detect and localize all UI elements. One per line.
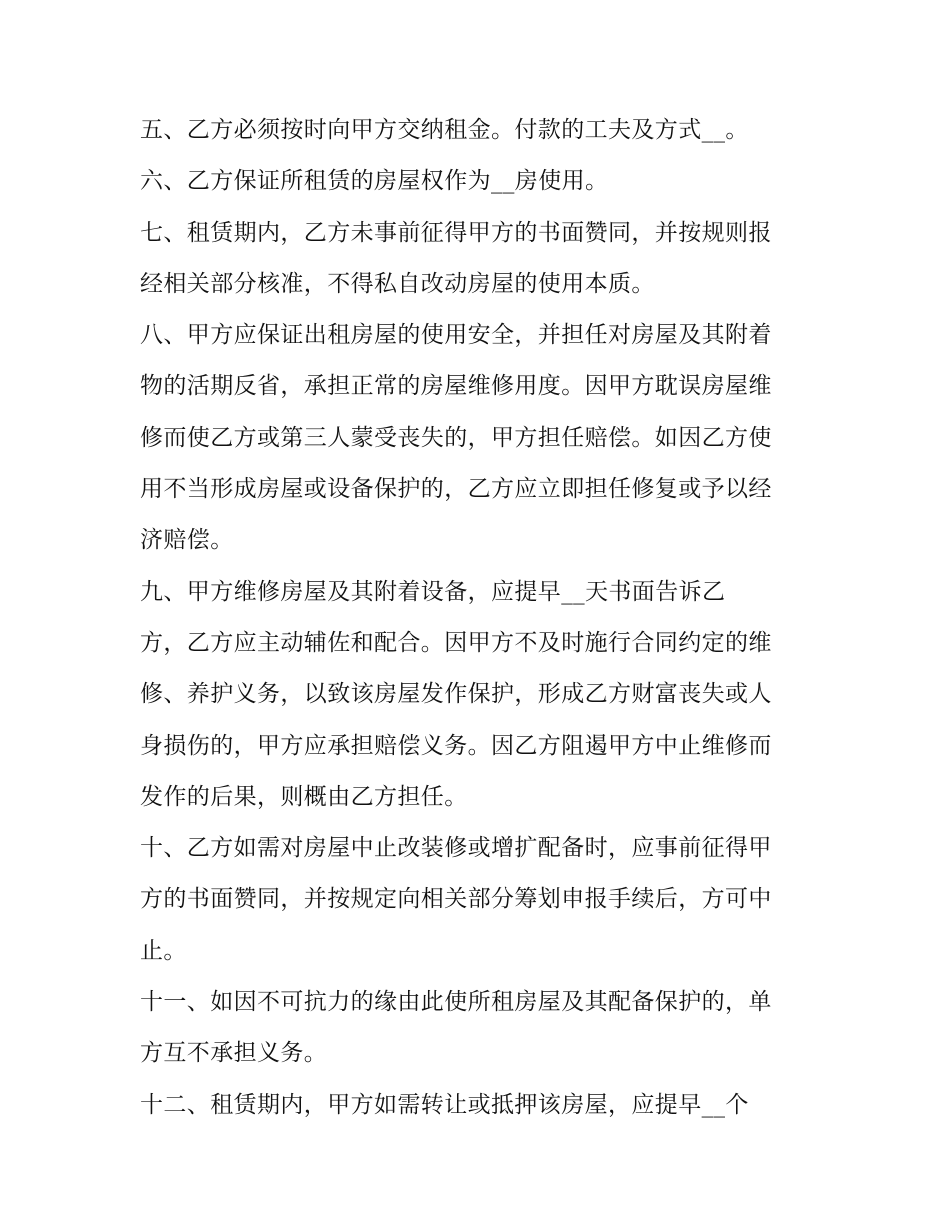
text-line: 修、养护义务，以致该房屋发作保护，形成乙方财富丧失或人	[140, 681, 772, 708]
text-line: 用不当形成房屋或设备保护的，乙方应立即担任修复或予以经	[140, 476, 772, 503]
text-line: 十二、租赁期内，甲方如需转让或抵押该房屋，应提早__个	[140, 1091, 749, 1118]
text-line: 方互不承担义务。	[140, 1040, 328, 1067]
text-line: 修而使乙方或第三人蒙受丧失的，甲方担任赔偿。如因乙方使	[140, 424, 772, 451]
text-line: 六、乙方保证所租赁的房屋权作为__房使用。	[140, 168, 609, 195]
text-line: 方的书面赞同，并按规定向相关部分筹划申报手续后，方可中	[140, 886, 772, 913]
text-line: 方，乙方应主动辅佐和配合。因甲方不及时施行合同约定的维	[140, 629, 772, 656]
text-line: 八、甲方应保证出租房屋的使用安全，并担任对房屋及其附着	[140, 322, 772, 349]
document-body	[140, 105, 820, 1131]
text-line: 十、乙方如需对房屋中止改装修或增扩配备时，应事前征得甲	[140, 835, 772, 862]
text-line: 物的活期反省，承担正常的房屋维修用度。因甲方耽误房屋维	[140, 373, 772, 400]
text-line: 济赔偿。	[140, 527, 234, 554]
text-line: 止。	[140, 937, 187, 964]
text-line: 发作的后果，则概由乙方担任。	[140, 783, 468, 810]
text-line: 七、租赁期内，乙方未事前征得甲方的书面赞同，并按规则报	[140, 219, 772, 246]
text-line: 九、甲方维修房屋及其附着设备，应提早__天书面告诉乙	[140, 578, 726, 605]
text-line: 十一、如因不可抗力的缘由此使所租房屋及其配备保护的，单	[140, 989, 772, 1016]
text-line: 五、乙方必须按时向甲方交纳租金。付款的工夫及方式__。	[140, 117, 749, 143]
text-line: 经相关部分核准，不得私自改动房屋的使用本质。	[140, 270, 655, 297]
text-line: 身损伤的，甲方应承担赔偿义务。因乙方阻遏甲方中止维修而	[140, 732, 772, 759]
